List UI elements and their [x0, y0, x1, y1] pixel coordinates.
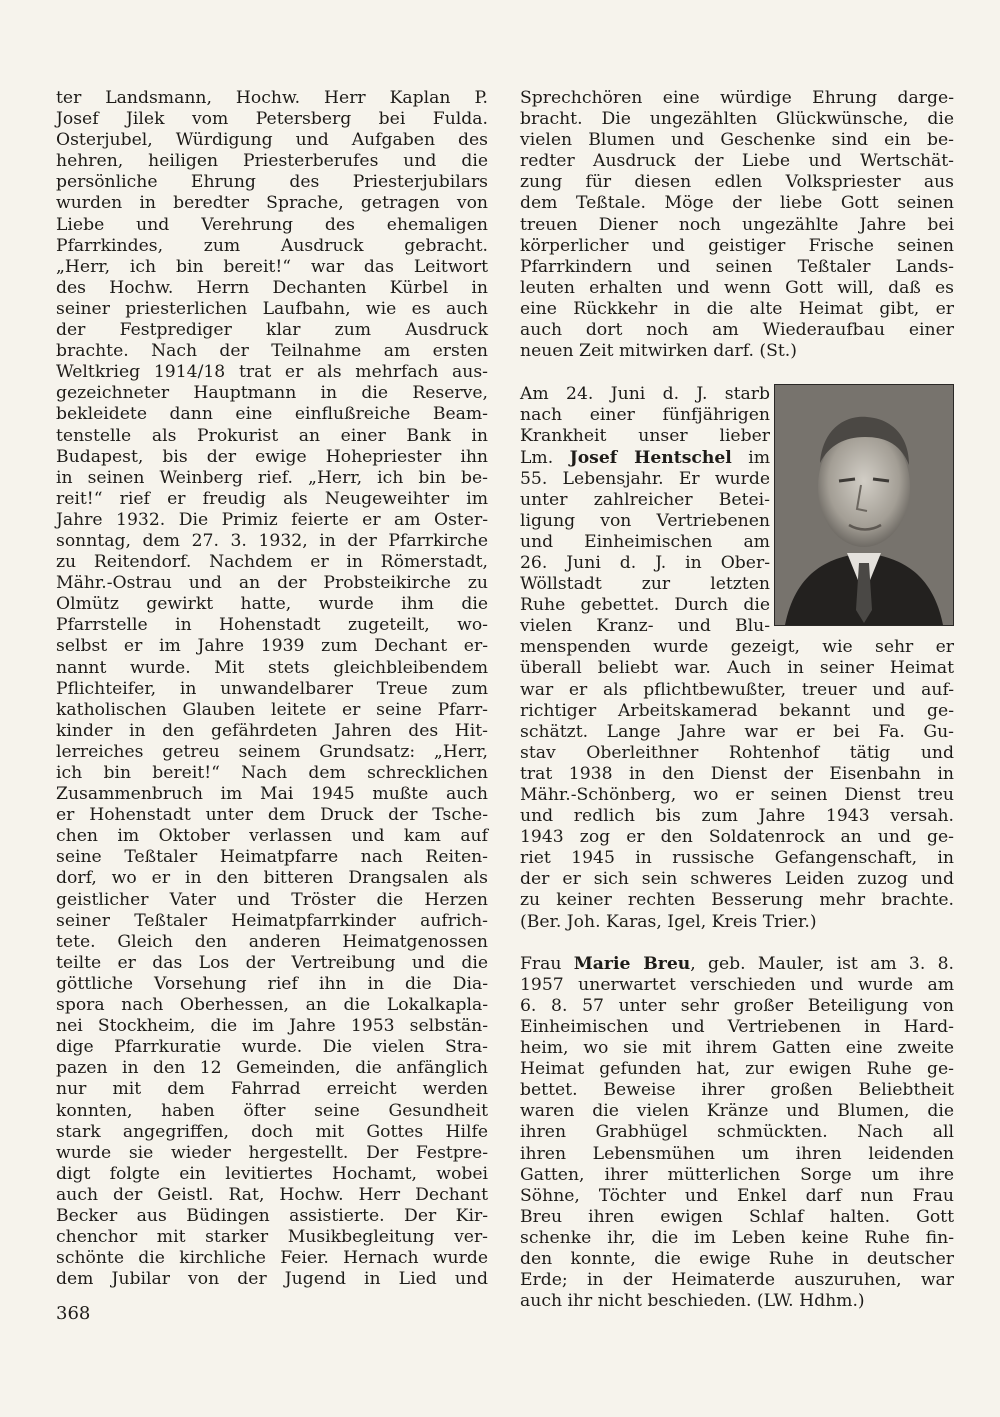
- text-line: lerreiches getreu seinem Grundsatz: „Herr,: [56, 741, 488, 762]
- left-column: [56, 88, 488, 1290]
- text-line: Becker aus Büdingen assistierte. Der Kir-: [56, 1205, 488, 1226]
- text-line: seiner priesterlichen Laufbahn, wie es auch: [56, 298, 488, 319]
- hentschel-name: Josef Hentschel: [569, 447, 732, 468]
- text-line: reit!“ rief er freudig als Neugeweihter im: [56, 488, 488, 509]
- text-line: Sprechchören eine würdige Ehrung darge-: [520, 88, 954, 108]
- text-line: Gatten, ihrer mütterlichen Sorge um ihre: [520, 1164, 954, 1185]
- text-line: chenchor mit starker Musikbegleitung ver-: [56, 1227, 488, 1248]
- text-line: tete. Gleich den anderen Heimatgenossen: [56, 931, 488, 952]
- text-line: redter Ausdruck der Liebe und Wertschät-: [520, 151, 954, 172]
- text-line: ihren Grabhügel schmückten. Nach all: [520, 1122, 954, 1143]
- text-line: Osterjubel, Würdigung und Aufgaben des: [56, 130, 488, 151]
- text-line: dem Teßtale. Möge der liebe Gott seinen: [520, 193, 954, 214]
- text-line: Pfarrkindes, zum Ausdruck gebracht.: [56, 235, 488, 256]
- text-line: persönliche Ehrung des Priesterjubilars: [56, 172, 488, 193]
- text-line: seiner Teßtaler Heimatpfarrkinder aufrich-: [56, 910, 488, 931]
- text-line: zu Reitendorf. Nachdem er in Römerstadt,: [56, 552, 488, 573]
- text-line: brachte. Nach der Teilnahme am ersten: [56, 341, 488, 362]
- text-line: treuen Diener noch ungezählte Jahre bei: [520, 214, 954, 235]
- text-line: göttliche Vorsehung rief ihn in die Dia-: [56, 973, 488, 994]
- text-line: unter zahlreicher Betei-: [520, 489, 770, 510]
- right-column: [520, 88, 954, 1312]
- text-line: bracht. Die ungezählten Glückwünsche, die: [520, 109, 954, 130]
- text-line: auch dort noch am Wiederaufbau einer: [520, 320, 954, 341]
- text-line: trat 1938 in den Dienst der Eisenbahn in: [520, 763, 954, 784]
- text-line: pazen in den 12 Gemeinden, die anfänglich: [56, 1058, 488, 1079]
- text-line: selbst er im Jahre 1939 zum Dechant er-: [56, 636, 488, 657]
- hentschel-text-beside-photo: [520, 384, 770, 637]
- text-line: katholischen Glauben leitete er seine Pfarr-: [56, 699, 488, 720]
- hentschel-obituary: [520, 384, 954, 932]
- text-line: 55. Lebensjahr. Er wurde: [520, 468, 770, 489]
- text-line: Weltkrieg 1914/18 trat er als mehrfach aus-: [56, 362, 488, 383]
- breu-name: Marie Breu: [573, 953, 691, 974]
- text-line: Pflichteifer, in unwandelbarer Treue zum: [56, 678, 488, 699]
- text-line: Mähr.-Schönberg, wo er seinen Dienst treu: [520, 785, 954, 805]
- text-line: auch der Geistl. Rat, Hochw. Herr Dechant: [56, 1184, 488, 1205]
- portrait-photo: [774, 384, 954, 626]
- text-line: bekleidete dann eine einflußreiche Beam-: [56, 404, 488, 425]
- text-line: Einheimischen und Vertriebenen in Hard-: [520, 1016, 954, 1037]
- text-line: Breu ihren ewigen Schlaf halten. Gott: [520, 1206, 954, 1227]
- text-line: Jahre 1932. Die Primiz feierte er am Oster-: [56, 509, 488, 530]
- text-line: und redlich bis zum Jahre 1943 versah.: [520, 806, 954, 827]
- text-line: und Einheimischen am: [520, 531, 770, 552]
- text-line: Erde; in der Heimaterde auszuruhen, war: [520, 1270, 954, 1291]
- text-line: ter Landsmann, Hochw. Herr Kaplan P.: [56, 88, 488, 108]
- text-line: riet 1945 in russische Gefangenschaft, in: [520, 848, 954, 869]
- text-line: Am 24. Juni d. J. starb: [520, 384, 770, 405]
- text-line: zung für diesen edlen Volkspriester aus: [520, 172, 954, 193]
- text-line: den konnte, die ewige Ruhe in deutscher: [520, 1248, 954, 1269]
- text-line: Söhne, Töchter und Enkel darf nun Frau: [520, 1185, 954, 1206]
- text-line: 1943 zog er den Soldatenrock an und ge-: [520, 827, 954, 848]
- text-line: Heimat gefunden hat, zur ewigen Ruhe ge-: [520, 1059, 954, 1080]
- text-line: auch ihr nicht beschieden. (LW. Hdhm.): [520, 1291, 865, 1312]
- text-line: Mähr.-Ostrau und an der Probsteikirche zu: [56, 573, 488, 594]
- jubilee-article: [56, 88, 488, 1290]
- text-line: ligung von Vertriebenen: [520, 510, 770, 531]
- jubilee-article-continued: [520, 88, 954, 362]
- text-line: er Hohenstadt unter dem Druck der Tsche-: [56, 805, 488, 826]
- text-line: dem Jubilar von der Jugend in Lied und: [56, 1269, 488, 1290]
- text-line: wurden in beredter Sprache, getragen von: [56, 193, 488, 214]
- portrait-silhouette-icon: [775, 385, 953, 625]
- text-line: Pfarrkindern und seinen Teßtaler Lands-: [520, 256, 954, 277]
- page-number: 368: [56, 1303, 91, 1324]
- text-line: Lm. Josef Hentschel im: [520, 447, 770, 468]
- text-line: nach einer fünfjährigen: [520, 405, 770, 426]
- text-line: menspenden wurde gezeigt, wie sehr er: [520, 637, 954, 658]
- text-line: konnten, haben öfter seine Gesundheit: [56, 1100, 488, 1121]
- breu-prefix: Frau: [520, 953, 574, 974]
- text-line: war er als pflichtbewußter, treuer und auf-: [520, 679, 954, 700]
- breu-text: [520, 975, 954, 1313]
- text-line: ihren Lebensmühen um ihren leidenden: [520, 1143, 954, 1164]
- text-line: Ruhe gebettet. Durch die: [520, 595, 770, 616]
- text-line: wurde sie wieder hergestellt. Der Festpre-: [56, 1142, 488, 1163]
- text-line: vielen Blumen und Geschenke sind ein be-: [520, 130, 954, 151]
- breu-obituary: [520, 954, 954, 1313]
- text-line: vielen Kranz- und Blu-: [520, 616, 770, 637]
- text-line: dorf, wo er in den bitteren Drangsalen als: [56, 868, 488, 889]
- text-line: nei Stockheim, die im Jahre 1953 selbstän-: [56, 1016, 488, 1037]
- text-line: neuen Zeit mitwirken darf. (St.): [520, 341, 797, 362]
- text-line: geistlicher Vater und Tröster die Herzen: [56, 889, 488, 910]
- text-line: Olmütz gewirkt hatte, wurde ihm die: [56, 594, 488, 615]
- breu-first-line: [520, 954, 954, 975]
- text-line: der er sich sein schweres Leiden zuzog und: [520, 869, 954, 890]
- hentschel-text: [520, 637, 954, 932]
- text-line: des Hochw. Herrn Dechanten Kürbel in: [56, 277, 488, 298]
- text-line: nur mit dem Fahrrad erreicht werden: [56, 1079, 488, 1100]
- text-line: nannt wurde. Mit stets gleichbleibendem: [56, 657, 488, 678]
- text-line: dige Pfarrkuratie wurde. Die vielen Stra-: [56, 1037, 488, 1058]
- text-line: schätzt. Lange Jahre war er bei Fa. Gu-: [520, 721, 954, 742]
- text-line: Pfarrstelle in Hohenstadt zugeteilt, wo-: [56, 615, 488, 636]
- text-line: leuten erhalten und wenn Gott will, daß es: [520, 277, 954, 298]
- text-line: digt folgte ein levitiertes Hochamt, wobei: [56, 1163, 488, 1184]
- text-line: stav Oberleithner Rohtenhof tätig und: [520, 742, 954, 763]
- breu-first-line-rest: , geb. Mauler, ist am 3. 8.: [690, 953, 954, 974]
- text-line: schönte die kirchliche Feier. Hernach wurde: [56, 1248, 488, 1269]
- text-line: Zusammenbruch im Mai 1945 mußte auch: [56, 784, 488, 805]
- text-line: teilte er das Los der Vertreibung und die: [56, 952, 488, 973]
- text-line: körperlicher und geistiger Frische seinen: [520, 235, 954, 256]
- text-line: seine Teßtaler Heimatpfarre nach Reiten-: [56, 847, 488, 868]
- text-line: zu keiner rechten Besserung mehr brachte.: [520, 890, 954, 911]
- text-line: sonntag, dem 27. 3. 1932, in der Pfarrkirche: [56, 530, 488, 551]
- text-line: chen im Oktober verlassen und kam auf: [56, 826, 488, 847]
- text-line: gezeichneter Hauptmann in die Reserve,: [56, 383, 488, 404]
- text-line: richtiger Arbeitskamerad bekannt und ge-: [520, 700, 954, 721]
- text-line: 1957 unerwartet verschieden und wurde am: [520, 974, 954, 995]
- text-line: „Herr, ich bin bereit!“ war das Leitwort: [56, 256, 488, 277]
- text-line: stark angegriffen, doch mit Gottes Hilfe: [56, 1121, 488, 1142]
- text-line: der Festprediger klar zum Ausdruck: [56, 320, 488, 341]
- text-line: in seinen Weinberg rief. „Herr, ich bin be-: [56, 467, 488, 488]
- text-line: Liebe und Verehrung des ehemaligen: [56, 214, 488, 235]
- text-line: Josef Jilek vom Petersberg bei Fulda.: [56, 109, 488, 130]
- text-line: kinder in den gefährdeten Jahren des Hit-: [56, 720, 488, 741]
- text-line: überall beliebt war. Auch in seiner Heimat: [520, 658, 954, 679]
- text-line: (Ber. Joh. Karas, Igel, Kreis Trier.): [520, 911, 817, 932]
- text-line: hehren, heiligen Priesterberufes und die: [56, 151, 488, 172]
- text-line: Krankheit unser lieber: [520, 426, 770, 447]
- text-line: ich bin bereit!“ Nach dem schrecklichen: [56, 763, 488, 783]
- text-line: Wöllstadt zur letzten: [520, 574, 770, 595]
- text-line: waren die vielen Kränze und Blumen, die: [520, 1101, 954, 1122]
- text-line: 26. Juni d. J. in Ober-: [520, 552, 770, 573]
- text-line: bettet. Beweise ihrer großen Beliebtheit: [520, 1080, 954, 1101]
- text-line: Budapest, bis der ewige Hohepriester ihn: [56, 446, 488, 467]
- text-line: spora nach Oberhessen, an die Lokalkapla-: [56, 995, 488, 1016]
- text-line: schenke ihr, die im Leben keine Ruhe fin-: [520, 1227, 954, 1248]
- text-line: tenstelle als Prokurist an einer Bank in: [56, 425, 488, 446]
- text-line: 6. 8. 57 unter sehr großer Beteiligung von: [520, 995, 954, 1016]
- text-line: eine Rückkehr in die alte Heimat gibt, er: [520, 298, 954, 319]
- text-line: heim, wo sie mit ihrem Gatten eine zweite: [520, 1038, 954, 1059]
